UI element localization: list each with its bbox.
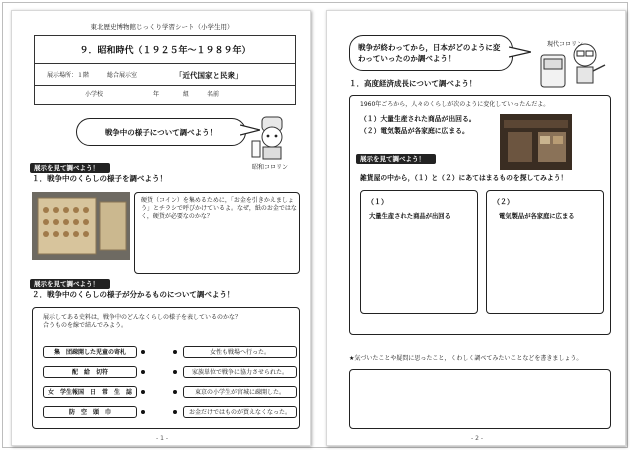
- matching-intro: 展示してある史料は，戦争中のどんなくらしの様子を表しているのかな？ 合うものを線で結んでみよう。: [43, 314, 242, 329]
- match-row-4: [33, 406, 299, 419]
- match-left-item: 女 学生報国 日 常 生 誌: [43, 386, 137, 398]
- bubble-tail: [509, 45, 531, 59]
- connector-dot[interactable]: [141, 370, 145, 374]
- page-number-1: - 1 -: [156, 435, 168, 442]
- match-left-item: 配 給 切符: [43, 366, 137, 378]
- box2-label: （２）: [493, 198, 514, 206]
- match-row-2: [33, 366, 299, 379]
- grade-label: 年: [153, 91, 160, 98]
- notes-box[interactable]: [349, 369, 611, 429]
- sheet-header-title: 東北歴史博物館じっくり学習シート（小学生用）: [90, 23, 234, 31]
- showa-mascot-name: 昭和コロリン: [252, 164, 289, 171]
- section1-answer-box[interactable]: [134, 192, 300, 274]
- answer-box-mass-products[interactable]: [360, 190, 478, 314]
- connector-dot[interactable]: [173, 410, 177, 414]
- connector-dot[interactable]: [141, 410, 145, 414]
- notes-label: ★気づいたことや疑問に思ったこと，くわしく調べてみたいことなどを書きましょう。: [349, 355, 583, 362]
- match-right-item: 女性も戦場へ行った。: [183, 346, 297, 358]
- change-item-1: （１）大量生産された商品が出回る。: [360, 115, 476, 123]
- section2-question: ２．戦争中のくらしの様子が分かるものについて調べよう！: [32, 290, 235, 299]
- match-left-item: 集 団疎開した児童の寄札: [43, 346, 137, 358]
- coin-flyer-photo: [32, 192, 130, 260]
- modern-mascot-name: 現代コロリン: [547, 41, 584, 48]
- store-instruction: 雑貨屋の中から，（１）と（２）にあてはまるものを探してみよう！: [360, 174, 568, 182]
- class-label: 組: [183, 91, 190, 98]
- box1-text: 大量生産された商品が出回る: [369, 213, 451, 220]
- section1-prompt: 硬貨（コイン）を集めるために，「お金を引きかえましょう」とチラシで呼びかけているよ。なぜ，紙のお金ではなく，硬貨が必要なのかな？: [141, 197, 297, 220]
- section1-bar: 展示を見て調べよう！: [30, 163, 110, 173]
- connector-dot[interactable]: [141, 350, 145, 354]
- school-name-row: [35, 86, 295, 104]
- connector-dot[interactable]: [173, 390, 177, 394]
- section2-bar: 展示を見て調べよう！: [30, 279, 110, 289]
- match-row-3: [33, 386, 299, 399]
- growth-question: １．高度経済成長について調べよう！: [349, 79, 477, 88]
- answer-box-appliances[interactable]: [486, 190, 604, 314]
- exhibit-corner: 「近代国家と民衆」: [175, 71, 243, 80]
- showa-mascot-icon: [250, 113, 294, 163]
- era-title-block: [34, 35, 296, 105]
- match-left-item: 防 空 頭 巾: [43, 406, 137, 418]
- exhibit-bar: 展示を見て調べよう！: [356, 154, 436, 164]
- name-label: 名前: [207, 91, 220, 98]
- school-label: 小学校: [85, 91, 104, 98]
- connector-dot[interactable]: [141, 390, 145, 394]
- match-right-item: お金だけではものが買えなくなった。: [183, 406, 297, 418]
- page-number-2: - 2 -: [471, 435, 483, 442]
- general-store-photo: [500, 114, 572, 170]
- box1-label: （１）: [367, 198, 388, 206]
- era-title: ９．昭和時代（１９２５年～１９８９年）: [35, 36, 295, 64]
- matching-box: [32, 307, 300, 429]
- match-row-1: [33, 346, 299, 359]
- speech-bubble-postwar: 戦争が終わってから，日本がどのように変わっていったのか調べよう！: [349, 35, 513, 71]
- section1-question: １．戦争中のくらしの様子を調べよう！: [32, 174, 167, 183]
- worksheet-page-2: [326, 10, 626, 446]
- connector-dot[interactable]: [173, 370, 177, 374]
- change-item-2: （２）電気製品が各家庭に広まる。: [360, 127, 469, 135]
- exhibit-location-row: [35, 64, 295, 86]
- box2-text: 電気製品が各家庭に広まる: [499, 213, 575, 220]
- speech-bubble-war: 戦争中の様子について調べよう！: [76, 118, 246, 146]
- growth-intro: 1960年ごろから，人々のくらしが次のように変化していったんだよ。: [360, 101, 550, 108]
- match-right-item: 東京の小学生が宮城に疎開した。: [183, 386, 297, 398]
- exhibit-place-label: 展示場所：１階: [47, 72, 90, 79]
- document-viewer: [2, 2, 628, 448]
- exhibit-place-room: 総合展示室: [107, 72, 138, 79]
- growth-box: [349, 95, 611, 335]
- worksheet-page-1: [11, 10, 311, 446]
- match-right-item: 家族単位で戦争に協力させられた。: [183, 366, 297, 378]
- connector-dot[interactable]: [173, 350, 177, 354]
